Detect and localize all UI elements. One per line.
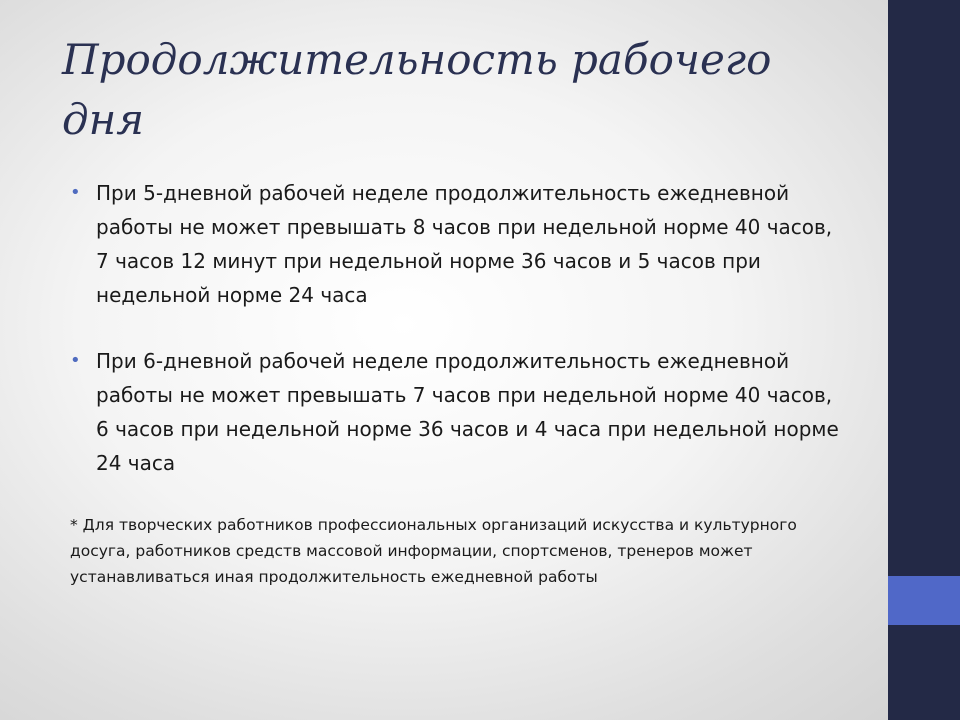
bullet-text: При 6-дневной рабочей неделе продолжительность ежедневной работы не может превышать 7 часов при недельной норме 40 часов, 6 часов при недельной норме 36 часов и 4 часа при недельной норме 24 часа: [96, 349, 839, 475]
accent-block: [888, 576, 960, 625]
bullet-item-6-day: [70, 344, 850, 480]
footnote: * Для творческих работников профессиональных организаций искусства и культурного досуга, работников средств массовой информации, спортсменов, тренеров может устанавливаться иная продолжительность ежедневной работы: [70, 516, 797, 586]
bullet-item-5-day: [70, 176, 850, 312]
bullet-dot-icon: •: [70, 182, 81, 203]
bullet-dot-icon: •: [70, 350, 81, 371]
bullet-text: При 5-дневной рабочей неделе продолжительность ежедневной работы не может превышать 8 часов при недельной норме 40 часов, 7 часов 12 минут при недельной норме 36 часов и 5 часов при недельной норме 24 часа: [96, 181, 833, 307]
bullet-list: [70, 176, 850, 512]
slide-title: Продолжительность рабочего дня: [62, 35, 772, 144]
